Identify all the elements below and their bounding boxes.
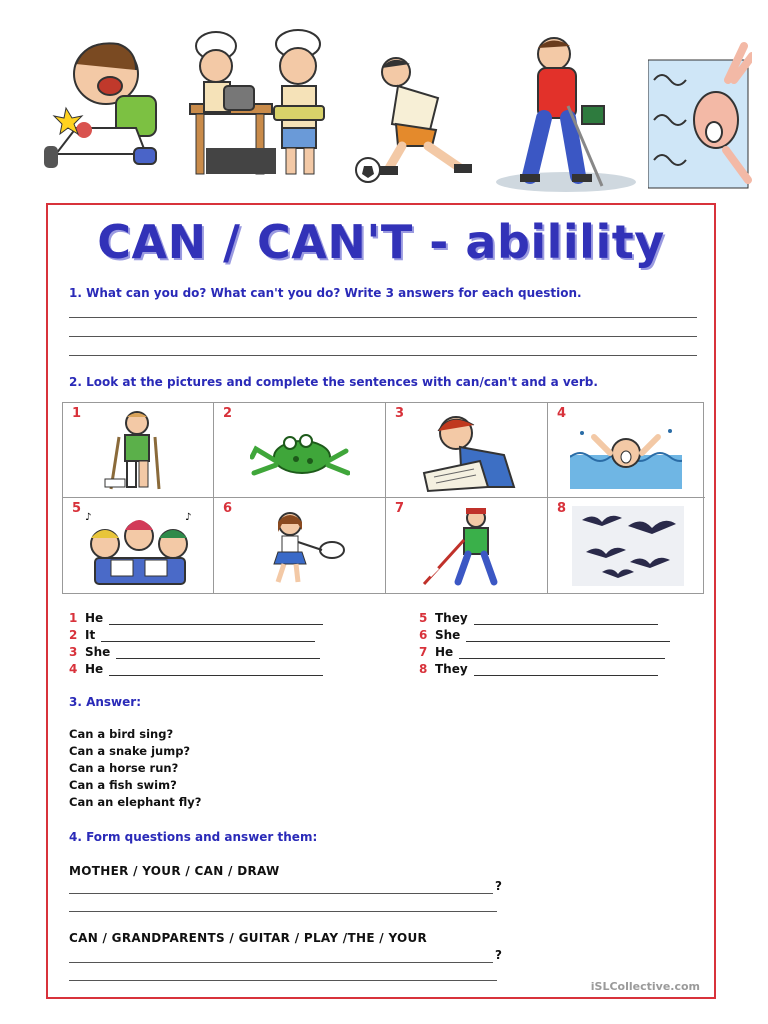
- answer-line[interactable]: [69, 911, 497, 912]
- sentence-7: [419, 645, 665, 659]
- sentence-4: [69, 662, 323, 676]
- blank-line[interactable]: [474, 612, 658, 625]
- blind-man-walking-icon: [494, 36, 640, 194]
- sentence-number: 5: [419, 611, 428, 625]
- sentence-subject: They: [435, 662, 468, 676]
- flying-birds-icon: [572, 506, 684, 586]
- sentence-number: 8: [419, 662, 428, 676]
- picture-cell: [548, 498, 705, 593]
- boy-writing-icon: [420, 409, 520, 493]
- picture-number: 7: [395, 501, 405, 516]
- crying-boy-hurt-knee-icon: [36, 36, 172, 176]
- watermark-footer: iSLCollective.com: [590, 980, 700, 993]
- blank-line[interactable]: [101, 629, 315, 642]
- sentence-number: 3: [69, 645, 78, 659]
- picture-cell: [214, 403, 386, 498]
- picture-number: 8: [557, 501, 567, 516]
- blank-line[interactable]: [109, 612, 323, 625]
- picture-cell: [386, 498, 548, 593]
- frog-jumping-icon: [250, 429, 350, 485]
- worksheet-title: CAN / CAN'T - abilility: [97, 215, 665, 269]
- sentence-subject: She: [435, 628, 461, 642]
- svg-text:♪: ♪: [85, 512, 92, 523]
- sentence-subject: He: [85, 611, 104, 625]
- sentence-subject: She: [85, 645, 111, 659]
- girl-with-tennis-racket-icon: [264, 510, 348, 586]
- sentence-5: [419, 611, 658, 625]
- section-3-heading: 3. Answer:: [69, 695, 141, 709]
- answer-line: [69, 336, 697, 337]
- answer-question: Can a fish swim?: [69, 778, 177, 792]
- drowning-person-icon: [570, 423, 682, 489]
- blank-line[interactable]: [116, 646, 320, 659]
- svg-text:♪: ♪: [185, 512, 192, 523]
- question-mark: ?: [495, 879, 502, 893]
- picture-number: 5: [72, 501, 82, 516]
- picture-cell: [548, 403, 705, 498]
- picture-number: 1: [72, 406, 82, 421]
- answer-line: [69, 355, 697, 356]
- person-drowning-icon: [648, 40, 752, 190]
- blank-line[interactable]: [466, 629, 670, 642]
- question-mark: ?: [495, 948, 502, 962]
- answer-line[interactable]: [69, 980, 497, 981]
- scrambled-prompt-2: CAN / GRANDPARENTS / GUITAR / PLAY /THE / YOUR: [69, 931, 428, 945]
- sentence-number: 7: [419, 645, 428, 659]
- blank-line[interactable]: [109, 663, 323, 676]
- sentence-number: 6: [419, 628, 428, 642]
- picture-grid: [62, 402, 704, 594]
- picture-cell: [63, 403, 214, 498]
- picture-number: 6: [223, 501, 233, 516]
- section-4-heading: 4. Form questions and answer them:: [69, 830, 318, 844]
- section-1-question: 1. What can you do? What can't you do? Write 3 answers for each question.: [69, 286, 582, 300]
- picture-number: 4: [557, 406, 567, 421]
- injured-boy-on-crutches-icon: [97, 409, 177, 493]
- section-2-question: 2. Look at the pictures and complete the sentences with can/can't and a verb.: [69, 375, 598, 389]
- sentence-number: 2: [69, 628, 78, 642]
- blank-line[interactable]: [459, 646, 665, 659]
- header-clipart-strip: [0, 0, 768, 200]
- sentence-subject: He: [435, 645, 454, 659]
- picture-cell: [386, 403, 548, 498]
- picture-number: 2: [223, 406, 233, 421]
- blind-man-with-cane-icon: [418, 506, 518, 588]
- blank-line[interactable]: [474, 663, 658, 676]
- scrambled-prompt-1: MOTHER / YOUR / CAN / DRAW: [69, 864, 280, 878]
- picture-cell: [63, 498, 214, 593]
- sentence-3: [69, 645, 320, 659]
- answer-question: Can an elephant fly?: [69, 795, 202, 809]
- picture-cell: [214, 498, 386, 593]
- sentence-8: [419, 662, 658, 676]
- answer-line[interactable]: [69, 893, 493, 894]
- answer-question: Can a horse run?: [69, 761, 179, 775]
- children-singing-icon: [81, 510, 199, 586]
- sentence-number: 4: [69, 662, 78, 676]
- answer-line: [69, 317, 697, 318]
- sentence-number: 1: [69, 611, 78, 625]
- answer-line[interactable]: [69, 962, 493, 963]
- answer-question: Can a bird sing?: [69, 727, 174, 741]
- sentence-subject: He: [85, 662, 104, 676]
- sentence-subject: They: [435, 611, 468, 625]
- boy-playing-football-icon: [352, 54, 480, 184]
- sentence-1: [69, 611, 323, 625]
- sentence-6: [419, 628, 670, 642]
- sentence-subject: It: [85, 628, 96, 642]
- picture-number: 3: [395, 406, 405, 421]
- children-cooking-icon: [186, 28, 342, 184]
- worksheet-frame: [46, 203, 716, 999]
- sentence-2: [69, 628, 315, 642]
- answer-question: Can a snake jump?: [69, 744, 191, 758]
